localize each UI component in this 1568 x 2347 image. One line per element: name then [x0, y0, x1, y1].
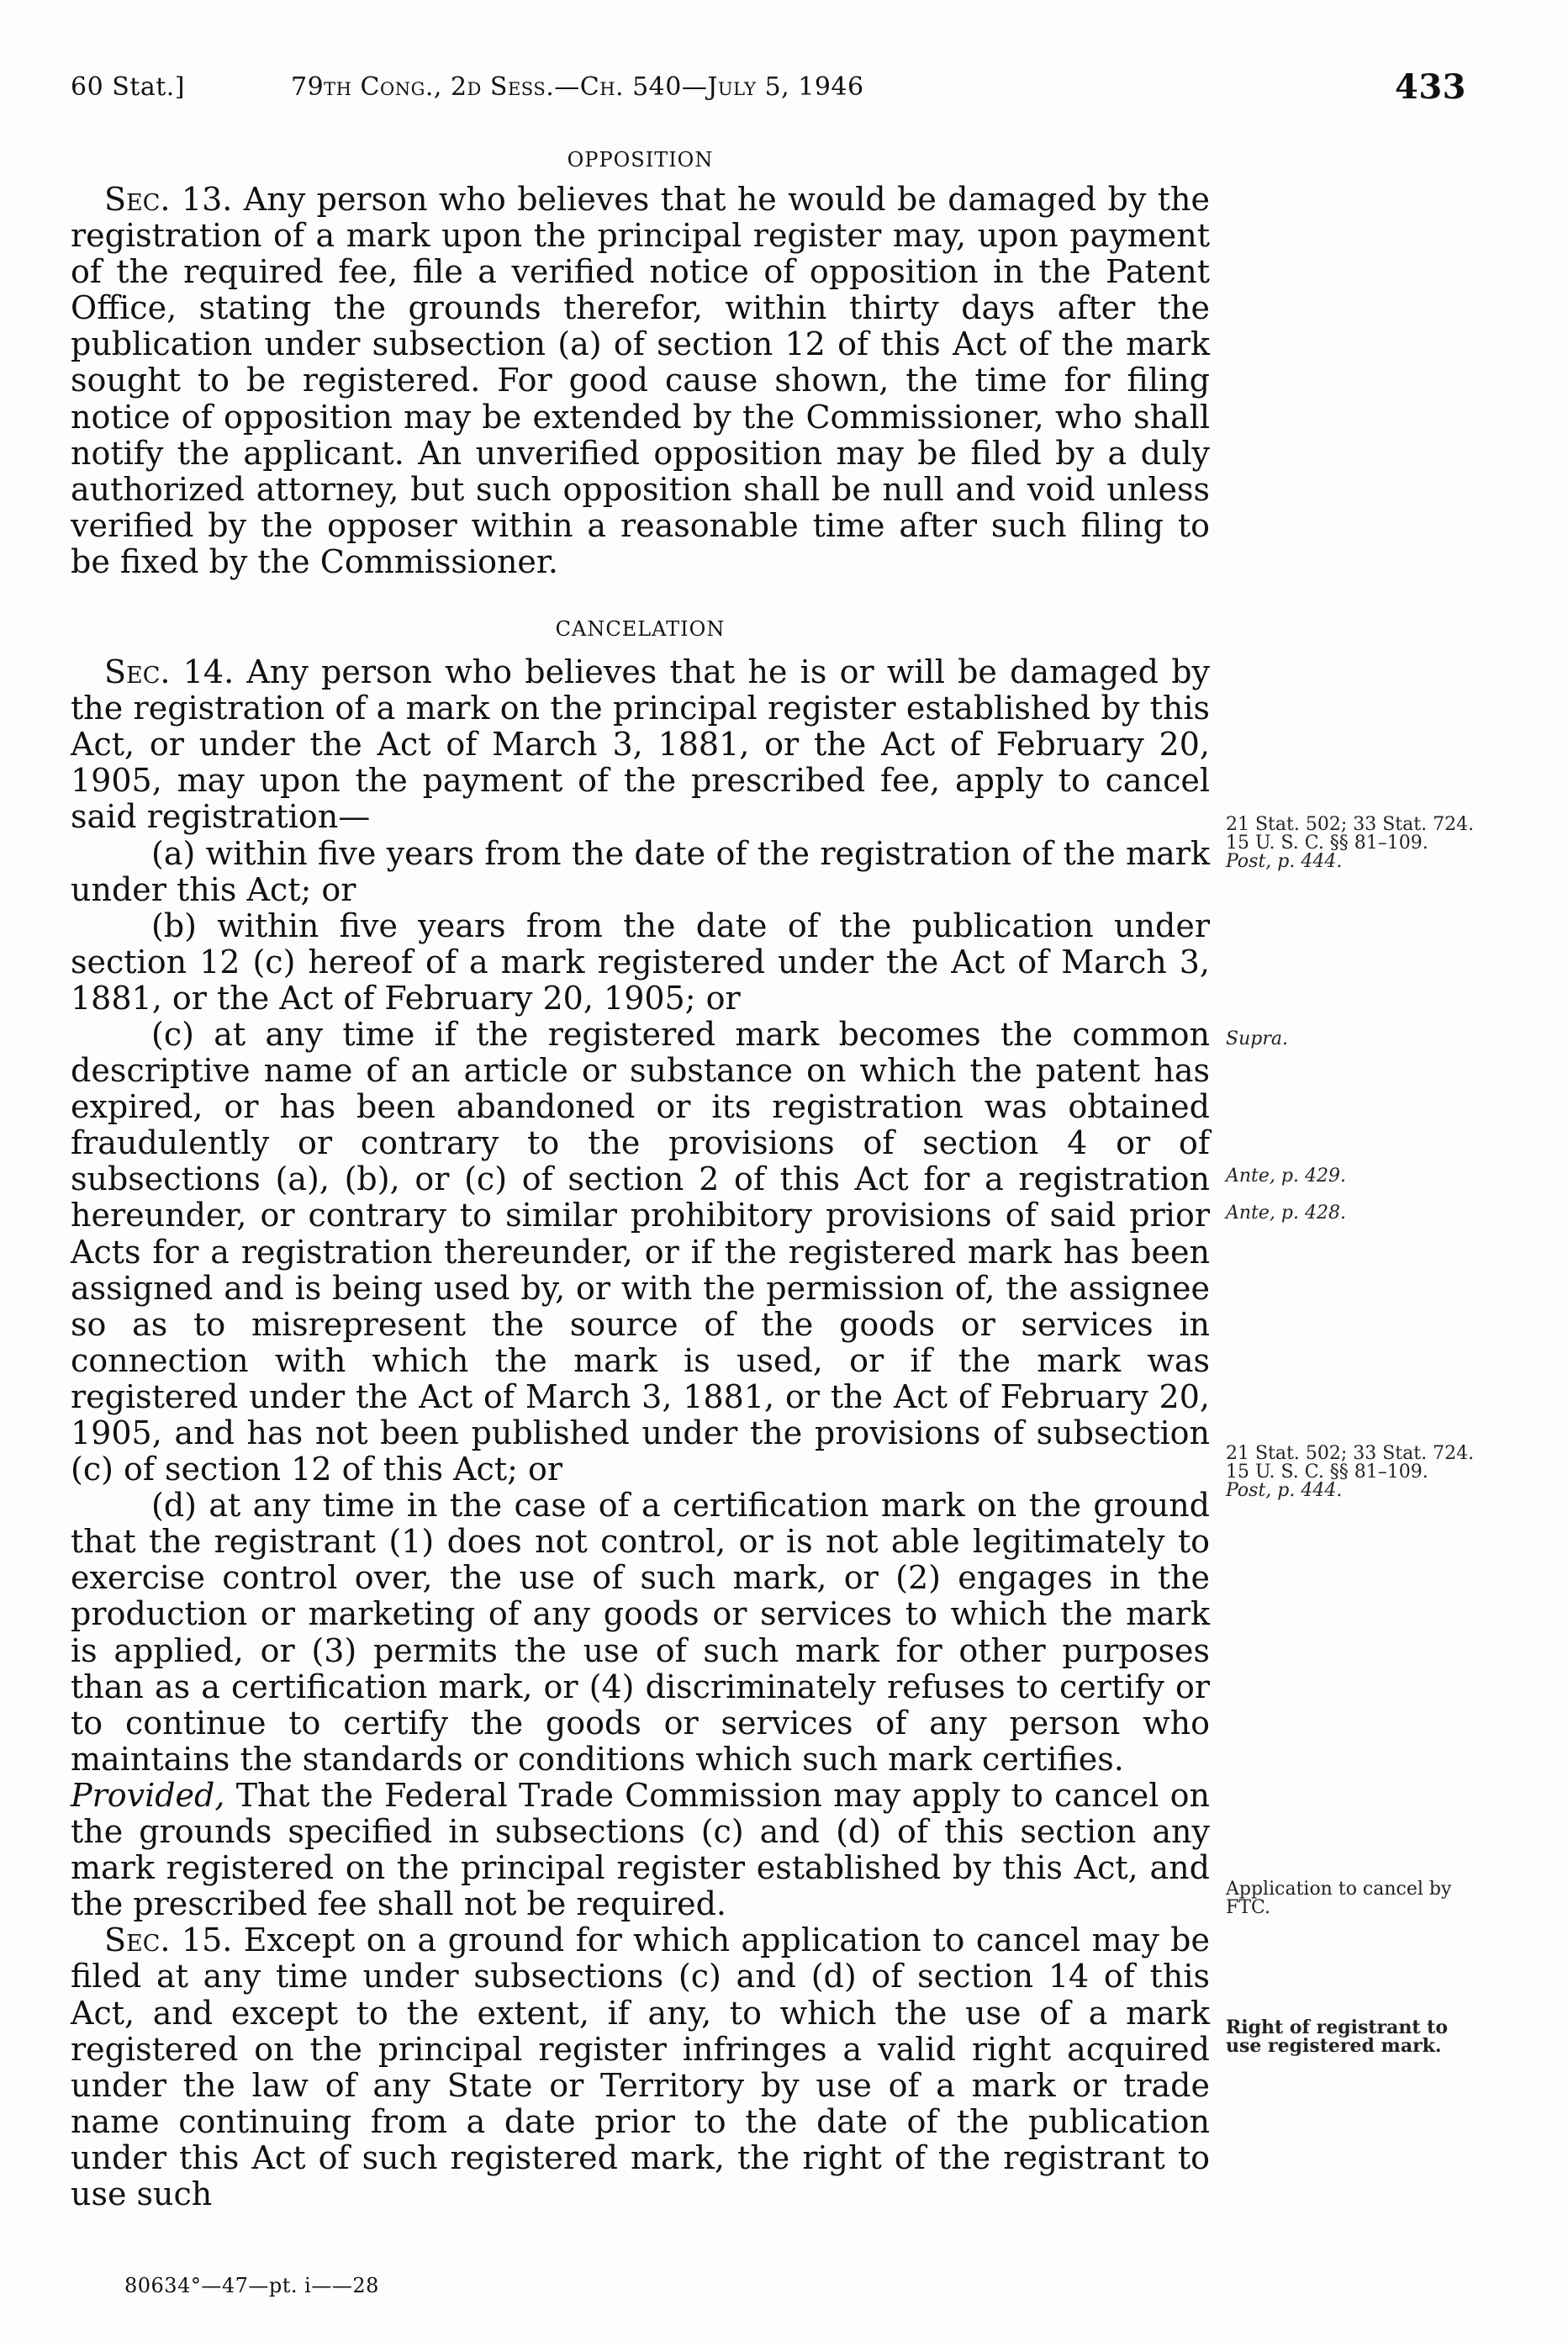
margin-note-7-text: Right of registrant to use registered mark. — [1226, 2017, 1449, 2057]
section-13 — [71, 182, 1210, 580]
section-14-item-d: (d) at any time in the case of a certification mark on the ground that the registrant (1) does not control, or is not able legitimately to exercise control over, the use of such mark, or (2) engages in the production or marketing of any goods or services to which the mark is applied, or (3) permits the use of such mark for other purposes than as a certification mark, or (4) discriminately refuses to certify or to continue to certify the goods or services of any person who maintains the standards or conditions which such mark certifies. — [71, 1487, 1210, 1778]
margin-note-ante-429 — [1226, 1167, 1478, 1186]
section-15-label: Sec. 15. — [104, 1921, 233, 1959]
margin-note-1-line-3: Post, p. 444. — [1226, 851, 1343, 872]
margin-note-stat-refs-1 — [1226, 816, 1478, 871]
section-13-label: Sec. 13. — [104, 181, 233, 218]
main-text-column — [71, 143, 1210, 2212]
margin-note-registrant-right — [1226, 2018, 1478, 2055]
margin-note-5-line-3: Post, p. 444. — [1226, 1480, 1343, 1501]
cancelation-heading: CANCELATION — [555, 617, 726, 642]
section-14-text: Any person who believes that he is or will be damaged by the registration of a mark on the principal register established by this Act, or under the Act of March 3, 1881, or the Act of February 20, 1905, may upon the payment of the prescribed fee, apply to cancel said registration— — [71, 653, 1210, 836]
margin-note-1-line-1: 21 Stat. 502; 33 Stat. 724. — [1226, 814, 1475, 835]
margin-note-5-line-2: 15 U. S. C. §§ 81–109. — [1226, 1462, 1428, 1483]
margin-note-4-text: Ante, p. 428. — [1226, 1203, 1346, 1224]
proviso — [71, 1778, 1210, 1922]
proviso-text: That the Federal Trade Commission may apply to cancel on the grounds specified in subsections (c) and (d) of this section any mark registered on the principal register established by this Act, and the prescribed fee shall not be required. — [71, 1776, 1210, 1923]
margin-note-1-line-2: 15 U. S. C. §§ 81–109. — [1226, 833, 1428, 854]
margin-note-3-text: Ante, p. 429. — [1226, 1166, 1346, 1187]
stat-reference: 60 Stat.] — [71, 72, 185, 102]
section-14-item-b: (b) within five years from the date of the publication under section 12 (c) hereof of a mark registered under the Act of March 3, 1881, or the Act of February 20, 1905; or — [71, 907, 1210, 1017]
margin-note-supra — [1226, 1030, 1478, 1049]
margin-note-6-text: Application to cancel by FTC. — [1226, 1879, 1452, 1918]
margin-note-ante-428 — [1226, 1204, 1478, 1223]
congress-session-line: 79th Cong., 2d Sess.—Ch. 540—July 5, 1946 — [291, 72, 864, 102]
section-14 — [71, 654, 1210, 835]
section-15 — [71, 1922, 1210, 2212]
section-14-item-c: (c) at any time if the registered mark becomes the common descriptive name of an article or substance on which the patent has expired, or has been abandoned or its registration was obtained fraudulently or contrary to the provisions of section 4 or of subsections (a), (b), or (c) of section 2 of this Act for a registration hereunder, or contrary to similar prohibitory provisions of said prior Acts for a registration thereunder, or if the registered mark has been assigned and is being used by, or with the permission of, the assignee so as to misrepresent the source of the goods or services in connection with which the mark is used, or if the mark was registered under the Act of March 3, 1881, or the Act of February 20, 1905, and has not been published under the provisions of subsection (c) of section 12 of this Act; or — [71, 1015, 1210, 1488]
proviso-label: Provided, — [71, 1776, 225, 1814]
margin-note-5-line-1: 21 Stat. 502; 33 Stat. 724. — [1226, 1443, 1475, 1464]
section-13-text: Any person who believes that he would be damaged by the registration of a mark upon the principal register may, upon payment of the required fee, file a verified notice of opposition in the Patent Office, stating the grounds therefor, within thirty days after the publication under subsection (a) of section 12 of this Act of the mark sought to be registered. For good cause shown, the time for filing notice of opposition may be extended by the Commissioner, who shall notify the applicant. An unverified opposition may be filed by a duly authorized attorney, but such opposition shall be null and void unless verified by the opposer within a reasonable time after such filing to be fixed by the Commissioner. — [71, 181, 1210, 580]
margin-note-ftc — [1226, 1880, 1478, 1917]
section-15-text: Except on a ground for which application to cancel may be filed at any time under subsections (c) and (d) of section 14 of this Act, and except to the extent, if any, to which the use of a mark registered on the principal register infringes a valid right acquired under the law of any State or Territory by use of a mark or trade name continuing from a date prior to the date of the publication under this Act of such registered mark, the right of the registrant to use such — [71, 1921, 1210, 2212]
page-number: 433 — [1395, 67, 1466, 107]
section-14-label: Sec. 14. — [104, 653, 235, 691]
margin-note-stat-refs-2 — [1226, 1445, 1478, 1500]
print-code-footer: 80634°—47—pt. i——28 — [124, 2274, 379, 2297]
opposition-heading: OPPOSITION — [567, 148, 714, 172]
running-header — [71, 67, 1466, 118]
margin-note-2-text: Supra. — [1226, 1028, 1288, 1049]
section-14-item-a: (a) within five years from the date of the registration of the mark under this Act; or — [71, 834, 1210, 908]
